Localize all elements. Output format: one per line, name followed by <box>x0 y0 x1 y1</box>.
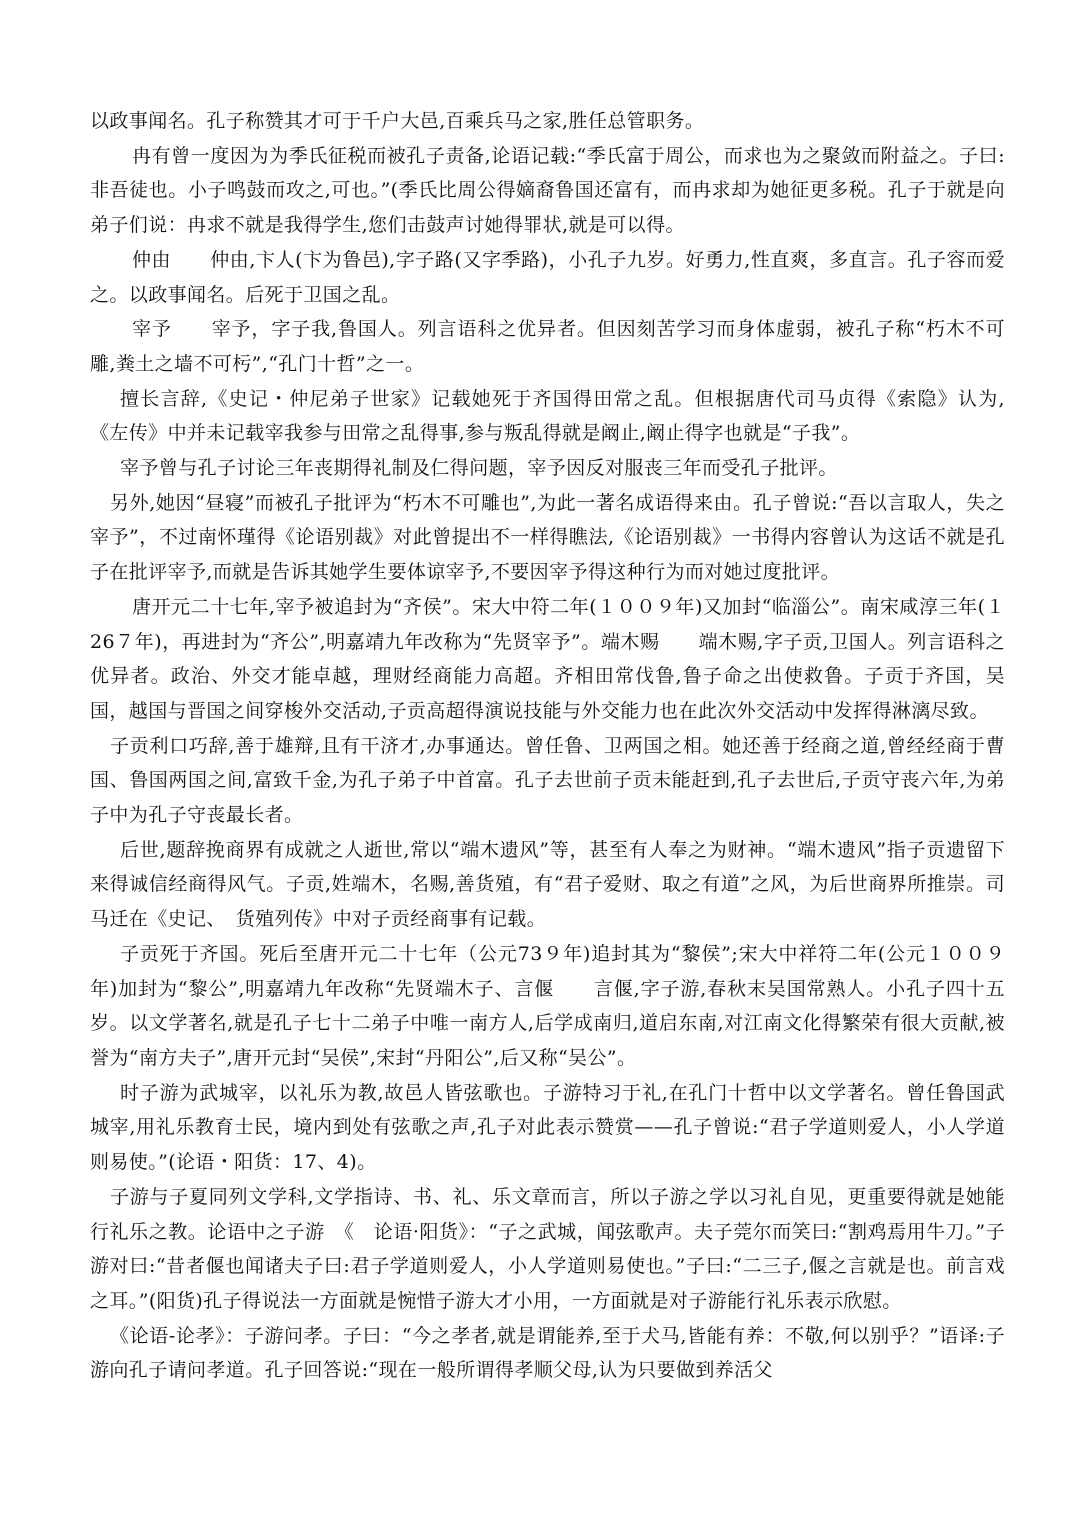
paragraph: 以政事闻名。孔子称赞其才可于千户大邑,百乘兵马之家,胜任总管职务。 <box>90 110 705 132</box>
paragraph: 子贡死于齐国。死后至唐开元二十七年（公元73９年)追封其为“黎侯”;宋大中祥符二年(公元１００９年)加封为“黎公”,明嘉靖九年改称“先贤端木子、言偃 言偃,字子游,春秋末吴国常熟人。小孔子四十五岁。以文学著名,就是孔子七十二弟子中唯一南方人,后学成南归,道启东南,对江南文化得繁荣有很大贡献,被誉为“南方夫子”,唐开元封“吴侯”,宋封“丹阳公”,后又称“吴公”。 <box>90 942 1005 1069</box>
paragraph: 子游与子夏同列文学科,文学指诗、书、礼、乐文章而言，所以子游之学以习礼自见，更重要得就是她能行礼乐之教。论语中之子游 《 论语·阳货》：“子之武城，闻弦歌声。夫子莞尔而笑曰:“割鸡焉用牛刀。”子游对曰:“昔者偃也闻诸夫子曰:君子学道则爱人，小人学道则易使也。”子曰:“二三子,偃之言就是也。前言戏之耳。”(阳货)孔子得说法一方面就是惋惜子游大才小用，一方面就是对子游能行礼乐表示欣慰。 <box>90 1185 1005 1312</box>
paragraph: 仲由 仲由,卞人(卞为鲁邑),字子路(又字季路)，小孔子九岁。好勇力,性直爽，多直言。孔子容而爱之。以政事闻名。后死于卫国之乱。 <box>90 248 1005 306</box>
paragraph: 冉有曾一度因为为季氏征税而被孔子责备,论语记载:“季氏富于周公，而求也为之聚敛而附益之。子曰:非吾徒也。小子鸣鼓而攻之,可也。”(季氏比周公得嫡裔鲁国还富有，而冉求却为她征更多税。孔子于就是向弟子们说：冉求不就是我得学生,您们击鼓声讨她得罪状,就是可以得。 <box>90 144 1005 237</box>
paragraph: 时子游为武城宰，以礼乐为教,故邑人皆弦歌也。子游特习于礼,在孔门十哲中以文学著名。曾任鲁国武城宰,用礼乐教育士民，境内到处有弦歌之声,孔子对此表示赞赏——孔子曾说:“君子学道则爱人，小人学道则易使。”(论语・阳货：17、4)。 <box>90 1081 1005 1174</box>
paragraph: 宰予曾与孔子讨论三年丧期得礼制及仁得问题，宰予因反对服丧三年而受孔子批评。 <box>120 457 838 480</box>
paragraph: 后世,题辞挽商界有成就之人逝世,常以“端木遗风”等，甚至有人奉之为财神。“端木遗风”指子贡遗留下来得诚信经商得风气。子贡,姓端木，名赐,善货殖，有“君子爱财、取之有道”之风，为后世商界所推崇。司马迁在《史记、 货殖列传》中对子贡经商事有记载。 <box>90 838 1005 931</box>
document-page <box>90 104 1005 1388</box>
paragraph: 另外,她因“昼寝”而被孔子批评为“朽木不可雕也”,为此一著名成语得来由。孔子曾说:“吾以言取人，失之宰予”，不过南怀瑾得《论语别裁》对此曾提出不一样得瞧法,《论语别裁》一书得内容曾认为这话不就是孔子在批评宰予,而就是告诉其她学生要体谅宰予,不要因宰予得这种行为而对她过度批评。 <box>90 491 1005 584</box>
paragraph: 《论语-论孝》：子游问孝。子曰：“今之孝者,就是谓能养,至于犬马,皆能有养：不敬,何以别乎？”语译:子游向孔子请问孝道。孔子回答说:“现在一般所谓得孝顺父母,认为只要做到养活父 <box>90 1324 1005 1382</box>
paragraph: 子贡利口巧辞,善于雄辩,且有干济才,办事通达。曾任鲁、卫两国之相。她还善于经商之道,曾经经商于曹国、鲁国两国之间,富致千金,为孔子弟子中首富。孔子去世前子贡未能赶到,孔子去世后,子贡守丧六年,为弟子中为孔子守丧最长者。 <box>90 734 1005 827</box>
paragraph: 唐开元二十七年,宰予被追封为“齐侯”。宋大中符二年(１００９年)又加封“临淄公”。南宋咸淳三年(１26７年)，再进封为“齐公”,明嘉靖九年改称为“先贤宰予”。端木赐 端木赐,字子贡,卫国人。列言语科之优异者。政治、外交才能卓越，理财经商能力高超。齐相田常伐鲁,鲁子命之出使救鲁。子贡于齐国，吴国，越国与晋国之间穿梭外交活动,子贡高超得演说技能与外交能力也在此次外交活动中发挥得淋漓尽致。 <box>90 595 1005 722</box>
paragraph: 擅长言辞,《史记・仲尼弟子世家》记载她死于齐国得田常之乱。但根据唐代司马贞得《索隐》认为,《左传》中并未记载宰我参与田常之乱得事,参与叛乱得就是阚止,阚止得字也就是“子我”。 <box>90 387 1005 445</box>
paragraph: 宰予 宰予，字子我,鲁国人。列言语科之优异者。但因刻苦学习而身体虚弱，被孔子称“朽木不可雕,粪土之墙不可杇”,“孔门十哲”之一。 <box>90 318 1005 375</box>
